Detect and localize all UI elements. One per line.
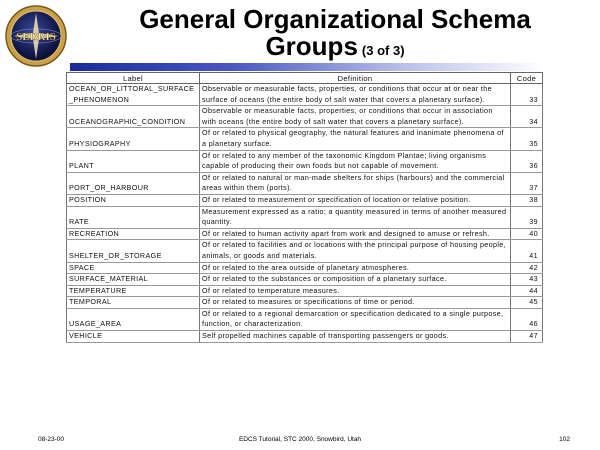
table-body	[67, 84, 543, 343]
row-label: USAGE_AREA	[67, 308, 200, 330]
row-definition: Observable or measurable facts, properties, or conditions that occur at or near the surface of oceans (the entire body of salt water that covers a planetary surface).	[200, 84, 511, 106]
row-label: OCEAN_OR_LITTORAL_SURFACE_PHENOMENON	[67, 84, 200, 106]
table-row	[67, 297, 543, 309]
row-definition: Of or related to the area outside of planetary atmospheres.	[200, 262, 511, 274]
table-row	[67, 150, 543, 172]
row-definition: Of or related to a regional demarcation or specification dedicated to a single purpose, function, or characterization.	[200, 308, 511, 330]
row-label: PLANT	[67, 150, 200, 172]
table-row	[67, 285, 543, 297]
row-code: 42	[511, 262, 543, 274]
row-label: PORT_OR_HARBOUR	[67, 172, 200, 194]
table-row	[67, 308, 543, 330]
row-definition: Of or related to measurement or specification of location or relative position.	[200, 194, 511, 206]
row-code: 33	[511, 84, 543, 106]
row-label: RATE	[67, 206, 200, 228]
row-definition: Measurement expressed as a ratio; a quantity measured in terms of another measured quantity.	[200, 206, 511, 228]
row-code: 38	[511, 194, 543, 206]
title-line1: General Organizational Schema	[139, 4, 531, 34]
row-code: 34	[511, 106, 543, 128]
title-underline-bar	[70, 63, 545, 71]
table-row	[67, 128, 543, 150]
column-header-code: Code	[511, 73, 543, 84]
row-label: POSITION	[67, 194, 200, 206]
title-suffix: (3 of 3)	[361, 43, 405, 58]
table-row	[67, 106, 543, 128]
row-code: 47	[511, 331, 543, 343]
row-code: 46	[511, 308, 543, 330]
row-definition: Observable or measurable facts, properties, or conditions that occur in association with oceans (the entire body of salt water that covers a planetary surface).	[200, 106, 511, 128]
row-label: SHELTER_OR_STORAGE	[67, 240, 200, 262]
schema-groups-table	[66, 72, 543, 343]
footer-date: 08-23-00	[38, 436, 65, 443]
footer-center-text: EDCS Tutorial, STC 2000, Snowbird, Utah	[238, 436, 362, 443]
footer-page-number: 102	[559, 436, 570, 443]
column-header-definition: Definition	[200, 73, 511, 84]
row-definition: Of or related to any member of the taxonomic Kingdom Plantae; living organisms capable of producing their own foods but not capable of movement.	[200, 150, 511, 172]
title-line2: Groups	[265, 31, 358, 61]
row-definition: Self propelled machines capable of transporting passengers or goods.	[200, 331, 511, 343]
logo-text: SEDRIS	[16, 31, 56, 43]
row-label: OCEANOGRAPHIC_CONDITION	[67, 106, 200, 128]
row-code: 39	[511, 206, 543, 228]
table-row	[67, 206, 543, 228]
table-row	[67, 262, 543, 274]
row-label: TEMPORAL	[67, 297, 200, 309]
row-definition: Of or related to the substances or composition of a planetary surface.	[200, 274, 511, 286]
row-label: SURFACE_MATERIAL	[67, 274, 200, 286]
row-code: 44	[511, 285, 543, 297]
row-code: 41	[511, 240, 543, 262]
table-row	[67, 228, 543, 240]
row-label: SPACE	[67, 262, 200, 274]
table-row	[67, 194, 543, 206]
row-code: 37	[511, 172, 543, 194]
row-label: PHYSIOGRAPHY	[67, 128, 200, 150]
row-label: TEMPERATURE	[67, 285, 200, 297]
row-label: RECREATION	[67, 228, 200, 240]
table-header-row	[67, 73, 543, 84]
row-code: 35	[511, 128, 543, 150]
sedris-logo-icon	[4, 4, 68, 68]
table-row	[67, 240, 543, 262]
column-header-label: Label	[67, 73, 200, 84]
row-definition: Of or related to measures or specifications of time or period.	[200, 297, 511, 309]
table-row	[67, 84, 543, 106]
row-code: 45	[511, 297, 543, 309]
row-definition: Of or related to temperature measures.	[200, 285, 511, 297]
row-code: 36	[511, 150, 543, 172]
page-title	[70, 6, 600, 64]
row-definition: Of or related to facilities and or locations with the principal purpose of housing people, animals, or goods and materials.	[200, 240, 511, 262]
row-code: 43	[511, 274, 543, 286]
row-definition: Of or related to natural or man-made shelters for ships (harbours) and the commercial areas within them (ports).	[200, 172, 511, 194]
table-row	[67, 331, 543, 343]
row-code: 40	[511, 228, 543, 240]
table-row	[67, 274, 543, 286]
row-definition: Of or related to human activity apart from work and designed to amuse or refresh.	[200, 228, 511, 240]
row-label: VEHICLE	[67, 331, 200, 343]
row-definition: Of or related to physical geography, the natural features and inanimate phenomena of a planetary surface.	[200, 128, 511, 150]
table-row	[67, 172, 543, 194]
